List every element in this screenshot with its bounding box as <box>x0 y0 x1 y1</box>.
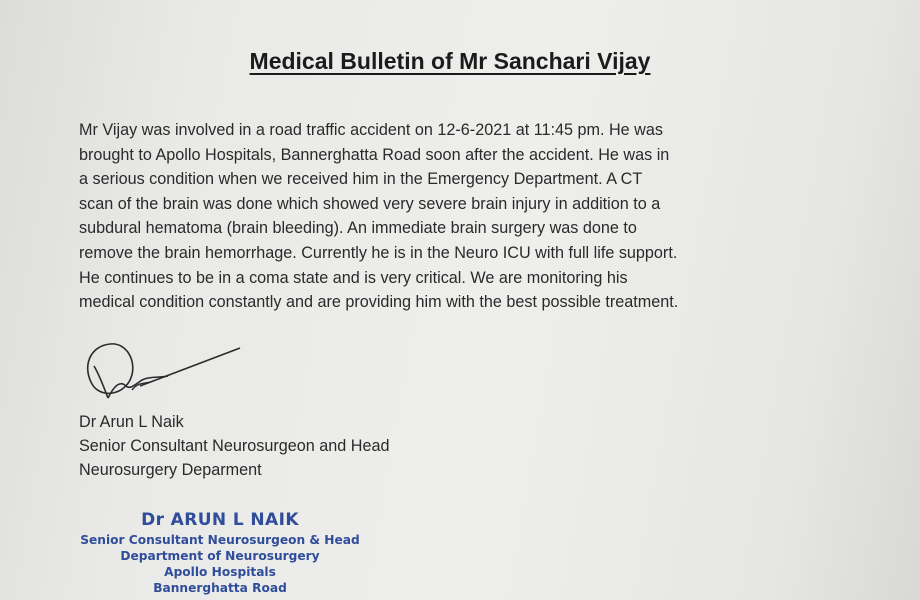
body-line: medical condition constantly and are providing him with the best possible treatment. <box>79 293 679 312</box>
stamp-line: Apollo Hospitals <box>164 565 276 579</box>
signatory-title: Senior Consultant Neurosurgeon and Head <box>79 437 390 455</box>
body-line: subdural hematoma (brain bleeding). An immediate brain surgery was done to <box>79 219 637 238</box>
body-line: remove the brain hemorrhage. Currently he is in the Neuro ICU with full life support. <box>79 243 678 262</box>
stamp-line: Bannerghatta Road <box>153 581 287 595</box>
signatory-block <box>79 410 389 482</box>
stamp-line: Department of Neurosurgery <box>120 549 320 563</box>
page-title: Medical Bulletin of Mr Sanchari Vijay <box>249 48 651 74</box>
handwritten-signature <box>80 336 250 416</box>
stamp-line: Senior Consultant Neurosurgeon & Head <box>80 533 360 547</box>
signatory-department: Neurosurgery Deparment <box>79 461 262 479</box>
body-line: a serious condition when we received him in the Emergency Department. A CT <box>79 170 643 189</box>
body-line: brought to Apollo Hospitals, Bannerghatta Road soon after the accident. He was in <box>79 145 670 164</box>
signatory-name: Dr Arun L Naik <box>79 413 184 431</box>
body-line: scan of the brain was done which showed very severe brain injury in addition to a <box>79 194 661 213</box>
body-line: He continues to be in a coma state and is very critical. We are monitoring his <box>79 268 628 287</box>
stamp-name: Dr ARUN L NAIK <box>141 510 299 530</box>
bulletin-body <box>79 118 859 315</box>
doctor-stamp <box>70 510 370 596</box>
body-line: Mr Vijay was involved in a road traffic accident on 12-6-2021 at 11:45 pm. He was <box>79 121 663 139</box>
